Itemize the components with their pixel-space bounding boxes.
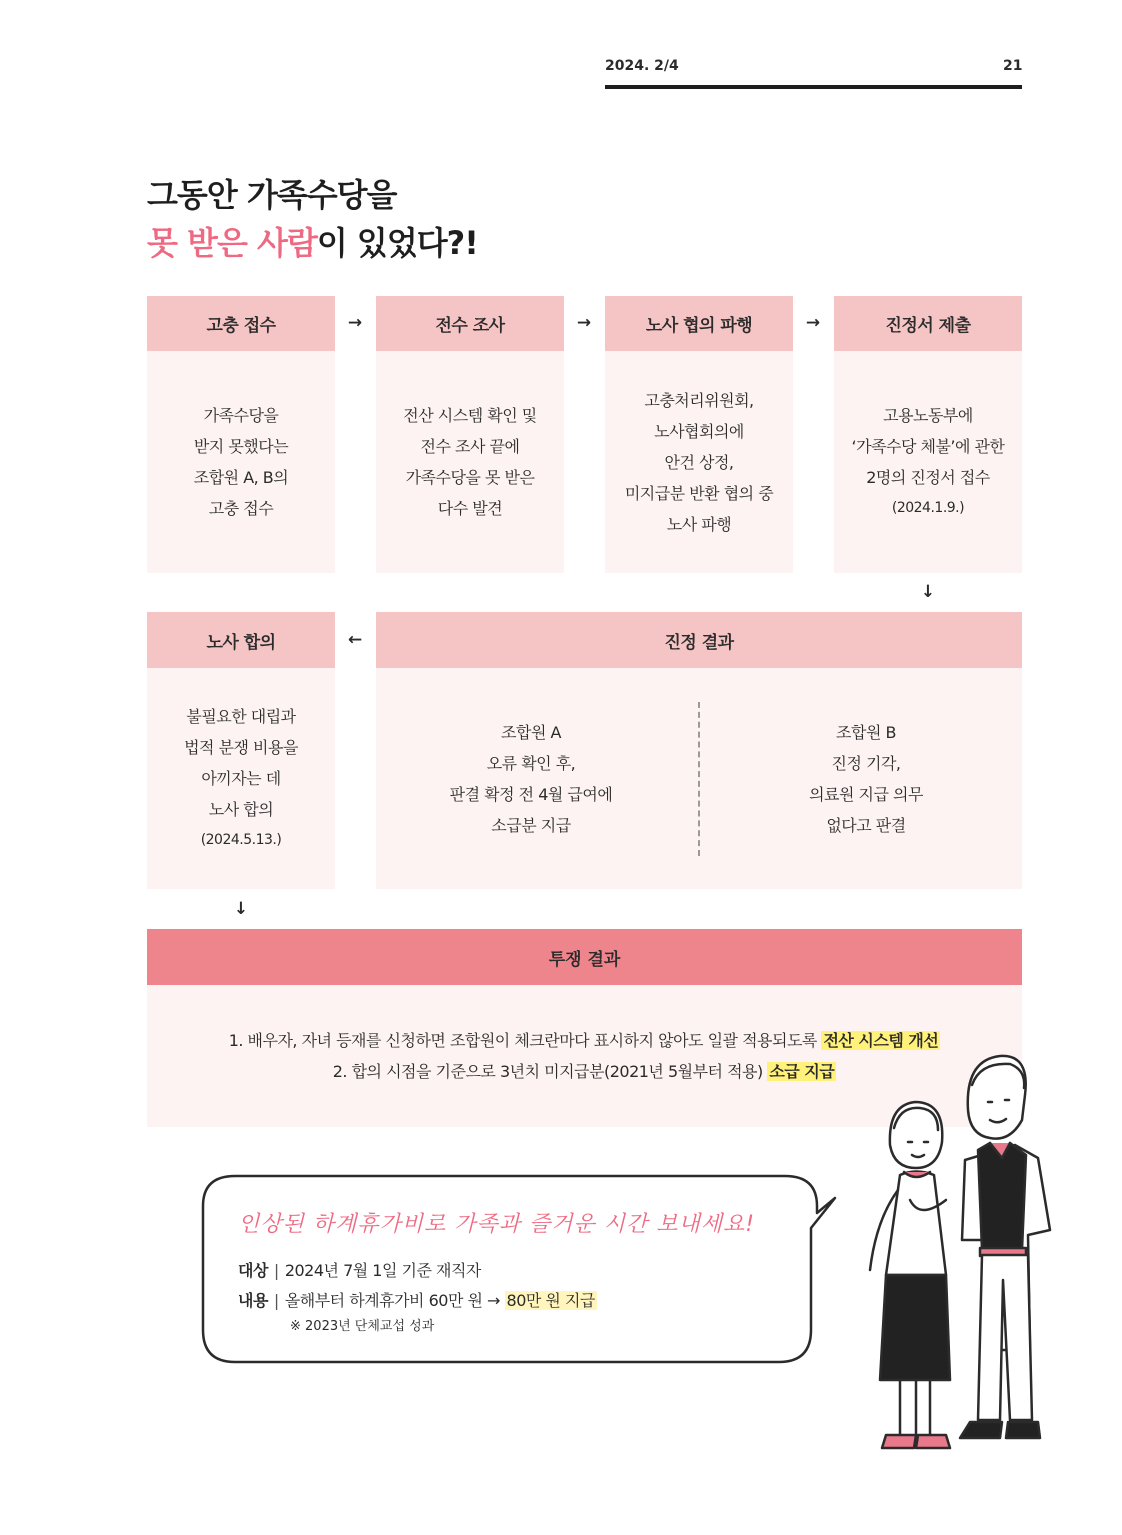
arrow-down-icon: ↓ (920, 582, 936, 602)
target-label: 대상 (238, 1261, 268, 1280)
step4-line: ‘가족수당 체불’에 관한 (851, 437, 1005, 456)
step3-body (605, 351, 793, 573)
step6-right-col (710, 700, 1022, 858)
content-row (238, 1288, 597, 1311)
step1-body (147, 351, 335, 573)
step2-line: 전산 시스템 확인 및 (403, 406, 537, 425)
step4-line: 고용노동부에 (883, 406, 973, 425)
arrow-right-icon: → (576, 313, 592, 333)
step4-date: (2024.1.9.) (891, 500, 965, 516)
step1-line: 가족수당을 (203, 406, 279, 425)
result-line-2-text: 2. 합의 시점을 기준으로 3년치 미지급분(2021년 5월부터 적용) (332, 1062, 768, 1081)
step5-head: 노사 합의 (147, 612, 335, 668)
target-value: 2024년 7월 1일 기준 재직자 (284, 1261, 481, 1280)
result-line-1-highlight: 전산 시스템 개선 (823, 1031, 939, 1050)
title-gap (247, 224, 257, 262)
step3-line: 노사 파행 (666, 514, 732, 534)
issue-date: 2024. 2/4 (605, 58, 679, 74)
result-line-1-text: 1. 배우자, 자녀 등재를 신청하면 조합원이 체크란마다 표시하지 않아도 일괄 적용되도록 (228, 1031, 822, 1050)
separator: | (273, 1261, 279, 1280)
member-a-line: 조합원 A (501, 723, 561, 742)
member-b-line: 없다고 판결 (826, 816, 906, 835)
step5-date: (2024.5.13.) (200, 832, 282, 848)
step1-line: 받지 못했다는 (193, 437, 289, 456)
separator: | (273, 1291, 279, 1310)
step1-line: 조합원 A, B의 (193, 468, 289, 487)
member-a-line: 판결 확정 전 4월 급여에 (449, 785, 613, 804)
target-row (238, 1258, 481, 1281)
arrow-right-icon: → (347, 313, 363, 333)
header-rule (605, 85, 1022, 89)
result-line-1 (229, 1025, 941, 1056)
result-head: 투쟁 결과 (147, 929, 1022, 985)
step3-head: 노사 협의 파행 (605, 296, 793, 351)
title-highlight-1: 못 받은 (147, 224, 247, 262)
page-number: 21 (1003, 58, 1023, 74)
step4-head: 진정서 제출 (834, 296, 1022, 351)
member-b-line: 조합원 B (836, 723, 896, 742)
step1-line: 고충 접수 (208, 499, 274, 518)
step2-line: 전수 조사 끝에 (420, 437, 520, 456)
arrow-left-icon: ← (347, 630, 363, 650)
bubble-headline: 인상된 하계휴가비로 가족과 즐거운 시간 보내세요! (238, 1212, 756, 1237)
member-a-line: 오류 확인 후, (486, 754, 576, 773)
content-highlight: 80만 원 지급 (506, 1291, 595, 1310)
step3-line: 노사협회의에 (654, 421, 744, 441)
footnote: ※ 2023년 단체교섭 성과 (290, 1319, 435, 1334)
member-a-line: 소급분 지급 (491, 816, 571, 835)
step1-head: 고충 접수 (147, 296, 335, 351)
step5-line: 노사 합의 (208, 800, 274, 819)
step3-line: 안건 상정, (664, 452, 734, 472)
content-value: 올해부터 하계휴가비 60만 원 → (284, 1291, 505, 1310)
elderly-couple-illustration (850, 1050, 1080, 1450)
page-title-line1: 그동안 가족수당을 (147, 176, 397, 214)
step5-body (147, 668, 335, 889)
step2-body (376, 351, 564, 573)
member-b-line: 의료원 지급 의무 (809, 785, 923, 804)
step2-head: 전수 조사 (376, 296, 564, 351)
step3-line: 미지급분 반환 협의 중 (624, 483, 774, 503)
content-label: 내용 (238, 1291, 268, 1310)
column-divider (698, 702, 700, 856)
step2-line: 가족수당을 못 받은 (405, 468, 535, 487)
step6-left-col (376, 700, 686, 858)
step5-line: 아끼자는 데 (201, 769, 281, 788)
result-line-2-highlight: 소급 지급 (769, 1062, 835, 1081)
arrow-right-icon: → (805, 313, 821, 333)
step2-line: 다수 발견 (437, 499, 503, 518)
title-highlight-2: 사람 (257, 224, 317, 262)
step4-body (834, 351, 1022, 573)
step3-line: 고충처리위원회, (644, 390, 754, 410)
step5-line: 법적 분쟁 비용을 (184, 738, 298, 757)
title-rest: 이 있었다?! (316, 224, 478, 262)
page-title-line2 (147, 218, 478, 264)
result-line-2 (333, 1056, 837, 1087)
step5-line: 불필요한 대립과 (186, 707, 296, 726)
member-b-line: 진정 기각, (831, 754, 901, 773)
arrow-down-icon: ↓ (233, 899, 249, 919)
step6-head: 진정 결과 (376, 612, 1022, 668)
step4-line: 2명의 진정서 접수 (866, 468, 990, 487)
